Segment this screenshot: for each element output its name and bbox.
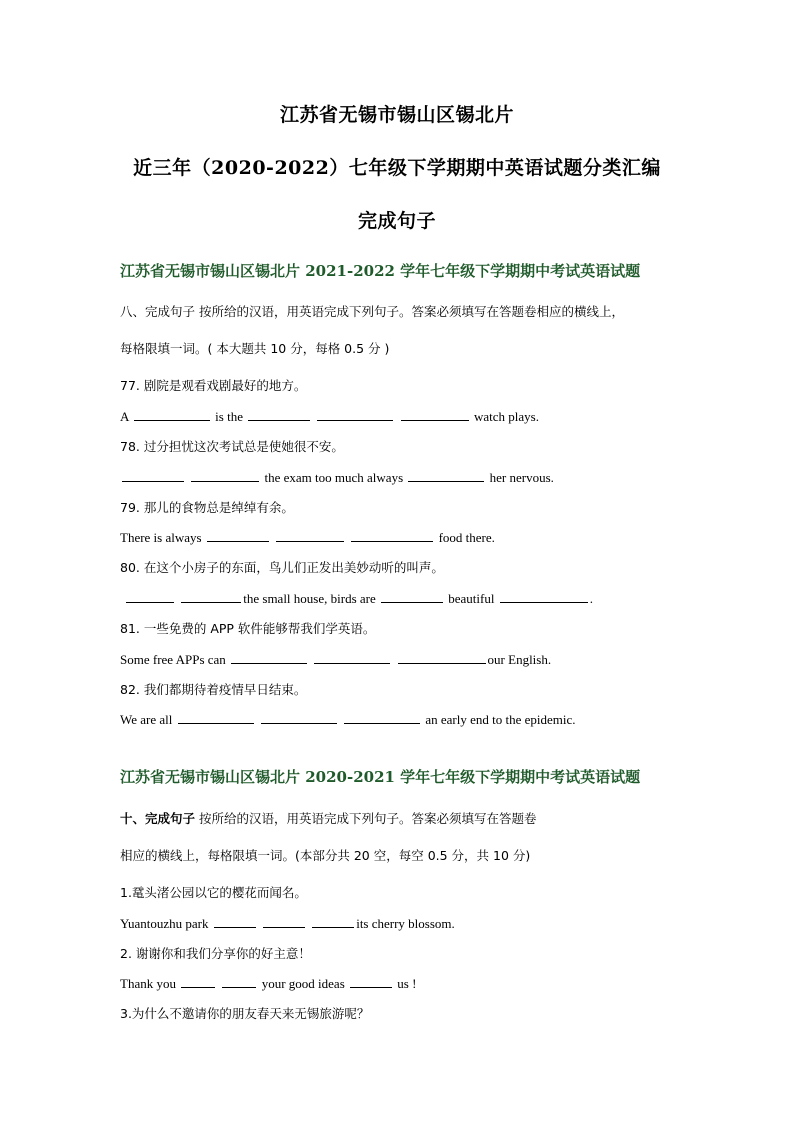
q82-chinese: 82. 我们都期待着疫情早日结束。 (120, 682, 307, 697)
doc-title-region: 江苏省无锡市锡山区锡北片 (279, 104, 514, 126)
answer-blank[interactable] (214, 915, 256, 928)
q2-english (120, 975, 416, 992)
q81-text-a: Some free APPs can (120, 652, 226, 667)
answer-blank[interactable] (181, 975, 215, 988)
doc-title-main: 近三年（2020-2022）七年级下学期期中英语试题分类汇编 (133, 157, 661, 179)
q77-text-c: watch plays. (473, 409, 539, 424)
answer-blank[interactable] (134, 408, 210, 421)
answer-blank[interactable] (351, 529, 433, 542)
section1-instruction-2: 每格限填一词。( 本大题共 10 分，每格 0.5 分 ) (120, 341, 390, 356)
answer-blank[interactable] (398, 651, 486, 664)
answer-blank[interactable] (126, 590, 174, 603)
q2-text-b: your good ideas (261, 976, 345, 991)
q77-english (120, 408, 539, 425)
q82-english (120, 711, 576, 728)
section2-instruction-1 (120, 809, 537, 827)
q78-text-a: the exam too much always (264, 470, 404, 485)
q78-chinese: 78. 过分担忧这次考试总是使她很不安。 (120, 439, 344, 454)
q82-text-a: We are all (120, 712, 173, 727)
q1-chinese: 1.鼋头渚公园以它的樱花而闻名。 (120, 885, 307, 900)
section1-heading: 江苏省无锡市锡山区锡北片 2021-2022 学年七年级下学期期中考试英语试题 (120, 262, 641, 280)
answer-blank[interactable] (344, 711, 420, 724)
answer-blank[interactable] (276, 529, 344, 542)
answer-blank[interactable] (122, 469, 184, 482)
answer-blank[interactable] (263, 915, 305, 928)
q2-text-c: us ! (397, 976, 417, 991)
q77-text-b: is the (215, 409, 243, 424)
q81-chinese: 81. 一些免费的 APP 软件能够帮我们学英语。 (120, 621, 376, 636)
q80-english (120, 590, 593, 607)
answer-blank[interactable] (181, 590, 241, 603)
answer-blank[interactable] (381, 590, 443, 603)
q82-text-b: an early end to the epidemic. (425, 712, 576, 727)
q81-english (120, 651, 551, 668)
answer-blank[interactable] (178, 711, 254, 724)
section2-instruction-text: 按所给的汉语，用英语完成下列句子。答案必须填写在答题卷 (195, 811, 537, 826)
q3-chinese: 3.为什么不邀请你的朋友春天来无锡旅游呢？ (120, 1006, 370, 1021)
doc-title-topic: 完成句子 (357, 210, 436, 232)
answer-blank[interactable] (350, 975, 392, 988)
q79-chinese: 79. 那儿的食物总是绰绰有余。 (120, 500, 294, 515)
answer-blank[interactable] (314, 651, 390, 664)
q1-english (120, 915, 455, 932)
section2-instruction-label: 十、完成句子 (120, 811, 196, 826)
answer-blank[interactable] (261, 711, 337, 724)
section1-instruction-1: 八、完成句子 按所给的汉语，用英语完成下列句子。答案必须填写在答题卷相应的横线上， (120, 304, 624, 319)
answer-blank[interactable] (248, 408, 310, 421)
q77-text-a: A (120, 409, 129, 424)
q1-text-b: its cherry blossom. (356, 916, 455, 931)
answer-blank[interactable] (207, 529, 269, 542)
q78-text-b: her nervous. (489, 470, 554, 485)
q80-chinese: 80. 在这个小房子的东面，鸟儿们正发出美妙动听的叫声。 (120, 560, 444, 575)
answer-blank[interactable] (191, 469, 259, 482)
section2-heading: 江苏省无锡市锡山区锡北片 2020-2021 学年七年级下学期期中考试英语试题 (120, 768, 641, 786)
q78-english (120, 469, 554, 486)
section2-instruction-2: 相应的横线上，每格限填一词。(本部分共 20 空，每空 0.5 分，共 10 分) (120, 848, 531, 863)
q80-text-a: the small house, birds are (243, 591, 376, 606)
q2-chinese: 2. 谢谢你和我们分享你的好主意！ (120, 946, 311, 961)
q79-text-b: food there. (438, 530, 495, 545)
q2-text-a: Thank you (120, 976, 176, 991)
q1-text-a: Yuantouzhu park (120, 916, 209, 931)
answer-blank[interactable] (401, 408, 469, 421)
answer-blank[interactable] (222, 975, 256, 988)
q79-english (120, 529, 495, 546)
answer-blank[interactable] (231, 651, 307, 664)
q79-text-a: There is always (120, 530, 202, 545)
q77-chinese: 77. 剧院是观看戏剧最好的地方。 (120, 378, 307, 393)
answer-blank[interactable] (500, 590, 588, 603)
answer-blank[interactable] (408, 469, 484, 482)
q80-text-b: beautiful (448, 591, 495, 606)
q81-text-b: our English. (487, 652, 552, 667)
answer-blank[interactable] (312, 915, 354, 928)
q80-text-c: . (589, 591, 593, 606)
answer-blank[interactable] (317, 408, 393, 421)
